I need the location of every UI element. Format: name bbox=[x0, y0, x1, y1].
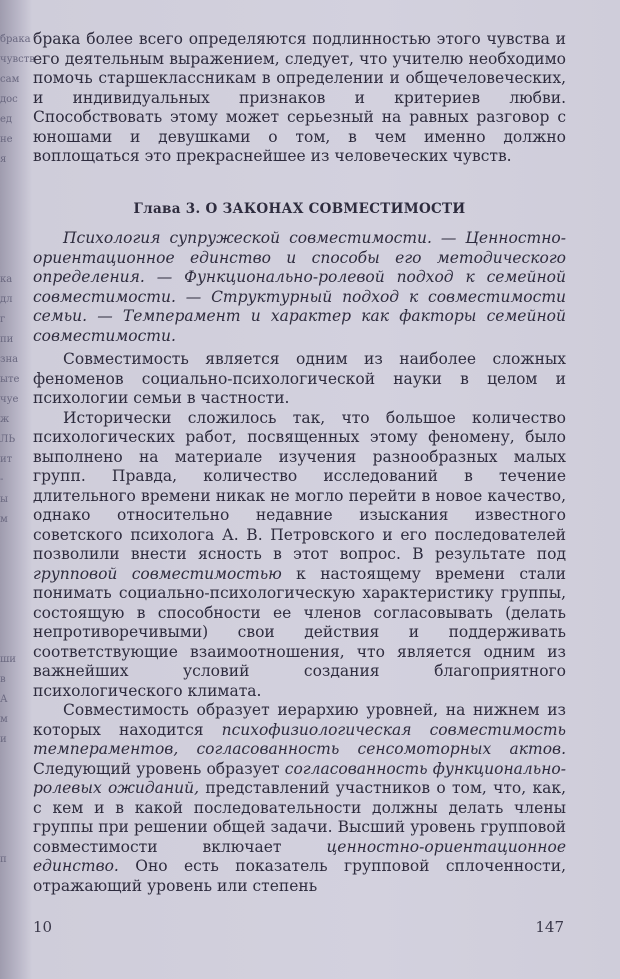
gutter-fragment: чувств bbox=[0, 54, 35, 65]
gutter-fragment: пи bbox=[0, 334, 14, 345]
previous-page-edge bbox=[0, 30, 35, 950]
gutter-fragment bbox=[0, 590, 30, 610]
gutter-fragment: ЛЬ bbox=[0, 434, 16, 445]
page-text bbox=[33, 30, 566, 896]
gutter-fragment: дос bbox=[0, 94, 18, 105]
paragraph-hierarchy bbox=[33, 701, 566, 896]
gutter-fragment: ы bbox=[0, 494, 8, 505]
gutter-fragment bbox=[0, 810, 30, 830]
gutter-fragment: ши bbox=[0, 654, 16, 665]
gutter-fragment bbox=[0, 790, 30, 810]
paragraph-history bbox=[33, 409, 566, 702]
gutter-fragment: не bbox=[0, 134, 13, 145]
gutter-fragment: ж bbox=[0, 414, 10, 425]
chapter-abstract: Психология супружеской совместимости. — Ценностно-ориентационное единство и способы его методического определения. — Функционально-ролевой подход к семейной совместимости. — Структурный подход к совместимости семьи. — Темперамент и характер как факторы семейной совместимости. bbox=[33, 229, 566, 345]
gutter-fragment: в bbox=[0, 674, 6, 685]
gutter-fragment bbox=[0, 530, 30, 550]
gutter-fragment: г bbox=[0, 314, 6, 325]
gutter-fragment bbox=[0, 770, 30, 790]
text-span: Следующий уровень образует bbox=[33, 759, 285, 778]
gutter-fragment: зна bbox=[0, 354, 19, 365]
text-span: Оно есть показатель групповой сплоченности, отражающий уровень или степень bbox=[33, 857, 566, 895]
paragraph-intro: брака более всего определяются подлинностью этого чувства и его деятельным выражением, следует, что учителю необходимо помочь старшеклассникам в определении и общечеловеческих, и индивидуальных признаков и критериев любви. Способствовать этому может серьезный на равных разговор с юношами и девушками о том, в чем именно должно воплощаться это прекраснейшее из человеческих чувств. bbox=[33, 30, 566, 165]
gutter-fragment: дл bbox=[0, 294, 13, 305]
gutter-fragment: брака bbox=[0, 34, 31, 45]
gutter-fragment: я bbox=[0, 154, 7, 165]
gutter-fragment bbox=[0, 230, 30, 250]
folio-left: 10 bbox=[33, 918, 53, 936]
gutter-fragment bbox=[0, 210, 30, 230]
gutter-fragment bbox=[0, 610, 30, 630]
gutter-fragment: м bbox=[0, 514, 8, 525]
gutter-fragment bbox=[0, 830, 30, 850]
emphasis-role-expectations: согласованность функционально-ролевых ожиданий, bbox=[33, 759, 566, 797]
text-span: к настоящему времени стали понимать социально-психологическую характеристику группы, состоящую в способности ее членов согласовывать (делать непротиворечивыми) свои действия и поддерживать соответствующие взаимоотношения, что является одним из важнейших условий создания благоприятного психологического климата. bbox=[33, 564, 567, 700]
gutter-fragment: сам bbox=[0, 74, 20, 85]
gutter-fragment: м bbox=[0, 714, 8, 725]
gutter-fragment: ит bbox=[0, 454, 13, 465]
text-span: представлений участников о том, что, как, с кем и в какой последовательности должны делать члены группы при решении общей задачи. Высший уровень групповой совместимости включает bbox=[33, 779, 566, 856]
gutter-fragment: п bbox=[0, 854, 7, 865]
gutter-fragment: ед bbox=[0, 114, 13, 125]
gutter-fragment bbox=[0, 190, 30, 210]
gutter-fragment bbox=[0, 250, 30, 270]
paragraph-compatibility: Совместимость является одним из наиболее сложных феноменов социально-психологической науки в целом и психологии семьи в частности. bbox=[33, 350, 566, 407]
gutter-fragment: ка bbox=[0, 274, 13, 285]
gutter-fragment bbox=[0, 630, 30, 650]
gutter-fragment: чуе bbox=[0, 394, 19, 405]
chapter-title: Глава 3. О ЗАКОНАХ СОВМЕСТИМОСТИ bbox=[133, 200, 466, 217]
gutter-fragment: ыте bbox=[0, 374, 20, 385]
gutter-fragment bbox=[0, 550, 30, 570]
gutter-fragment bbox=[0, 750, 30, 770]
emphasis-value-unity: ценностно-ориентационное единство. bbox=[33, 837, 566, 875]
text-span: Совместимость образует иерархию уровней, на нижнем из которых находится bbox=[33, 701, 566, 739]
emphasis-psychophysiological: психофизиологическая совместимость темпераментов, согласованность сенсомоторных актов. bbox=[33, 720, 566, 758]
text-span: Исторически сложилось так, что большое количество психологических работ, посвященных этому феномену, было выполнено на материале изучения разнообразных малых групп. Правда, количество исследований в течение длительного времени никак не могло перейти в новое качество, однако относительно недавние изыскания известного советского психолога А. В. Петровского и его последователей позволили внести ясность в этот вопрос. В результате под bbox=[33, 408, 566, 563]
gutter-fragment: и bbox=[0, 734, 7, 745]
gutter-fragment bbox=[0, 570, 30, 590]
gutter-fragment: - bbox=[0, 474, 4, 485]
gutter-fragment: А bbox=[0, 694, 8, 705]
gutter-fragment bbox=[0, 170, 30, 190]
page-number: 147 bbox=[535, 918, 564, 936]
emphasis-group-compatibility: групповой совместимостью bbox=[33, 564, 282, 583]
